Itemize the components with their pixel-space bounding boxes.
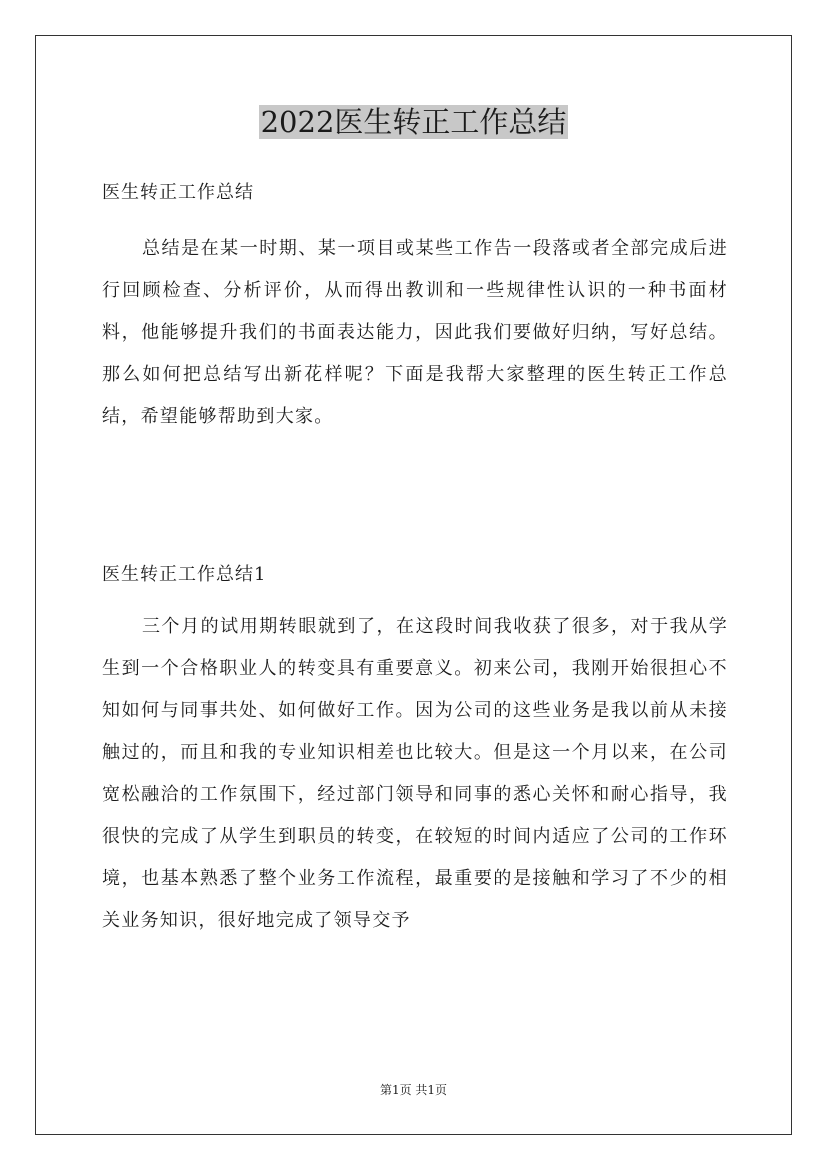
page-number-label: 第1页 共1页 (379, 1083, 448, 1097)
section1-heading: 医生转正工作总结1 (102, 564, 267, 585)
page-footer (0, 1082, 827, 1098)
document-title-text: 2022医生转正工作总结 (260, 105, 567, 139)
document-title (0, 100, 827, 144)
intro-paragraph: 总结是在某一时期、某一项目或某些工作告一段落或者全部完成后进行回顾检查、分析评价，从而得出教训和一些规律性认识的一种书面材料，他能够提升我们的书面表达能力，因此我们要做好归纳，写好总结。那么如何把总结写出新花样呢？下面是我帮大家整理的医生转正工作总结，希望能够帮助到大家。 (102, 238, 728, 427)
intro-heading: 医生转正工作总结 (102, 182, 254, 203)
section1-paragraph: 三个月的试用期转眼就到了，在这段时间我收获了很多，对于我从学生到一个合格职业人的转变具有重要意义。初来公司，我刚开始很担心不知如何与同事共处、如何做好工作。因为公司的这些业务是我以前从未接触过的，而且和我的专业知识相差也比较大。但是这一个月以来，在公司宽松融洽的工作氛围下，经过部门领导和同事的悉心关怀和耐心指导，我很快的完成了从学生到职员的转变，在较短的时间内适应了公司的工作环境，也基本熟悉了整个业务工作流程，最重要的是接触和学习了不少的相关业务知识，很好地完成了领导交予 (102, 616, 728, 931)
